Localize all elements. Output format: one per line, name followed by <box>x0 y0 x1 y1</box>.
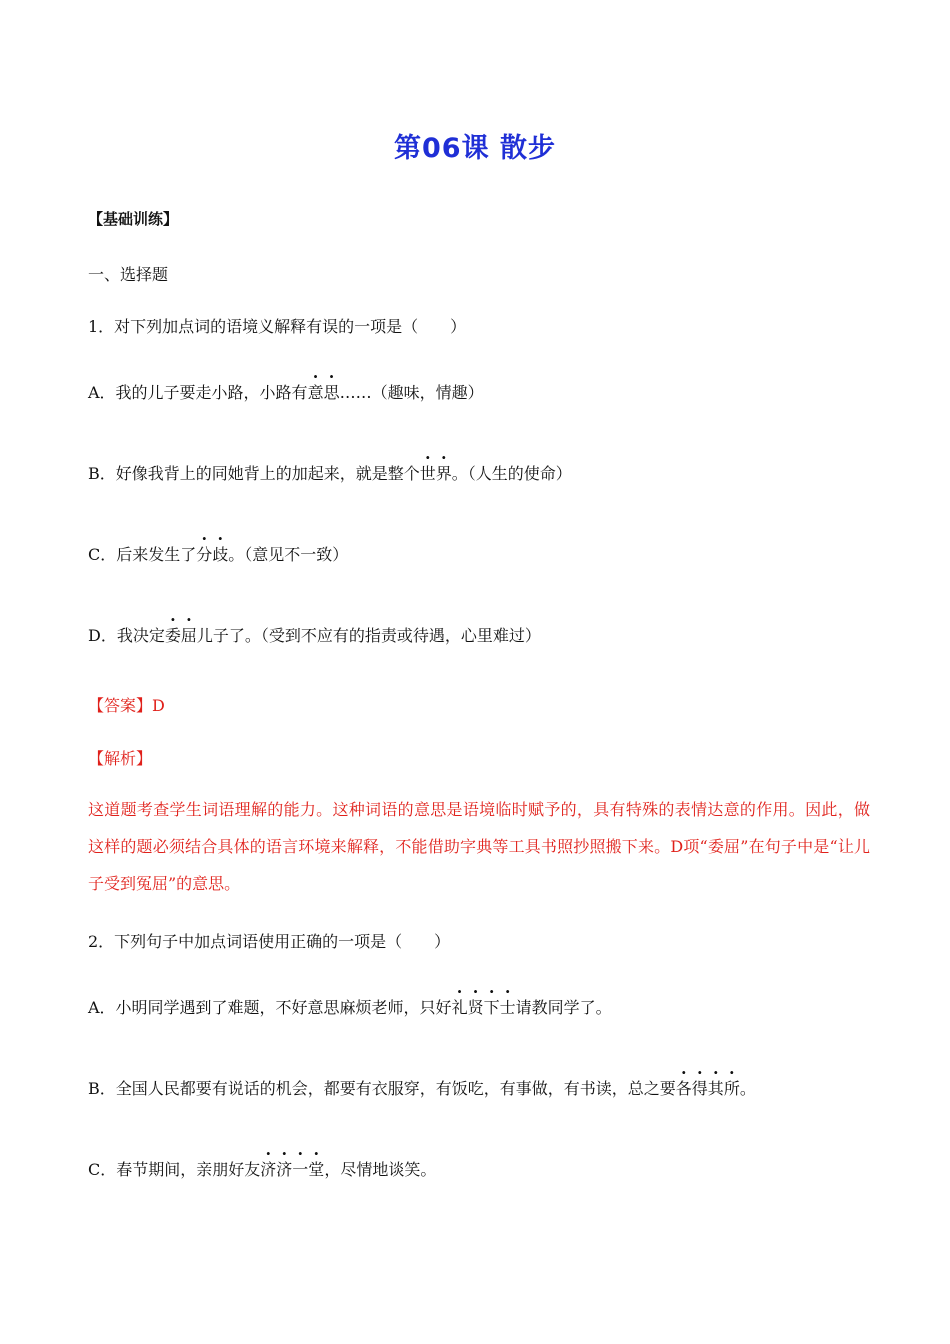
page-title: 第06课 散步 <box>394 133 556 164</box>
q1-a-dotted-word: 意思 <box>307 383 340 402</box>
answer-label: 【答案】 <box>88 696 153 715</box>
q1-d-text: D．我决定 <box>88 626 165 645</box>
q2-c-text: C．春节期间，亲朋好友 <box>88 1160 261 1179</box>
q1-option-b <box>88 461 572 484</box>
q1-c-note: 。（意见不一致） <box>228 545 349 564</box>
answer-value: D <box>152 696 165 715</box>
q1-option-a <box>88 380 484 403</box>
q1-d-dotted-word: 委屈 <box>164 626 197 645</box>
q1-a-text: A．我的儿子要走小路，小路有 <box>88 383 308 402</box>
q1-option-d <box>88 623 541 646</box>
q2-option-a <box>88 995 612 1018</box>
q1-d-note: 儿子了。（受到不应有的指责或待遇，心里难过） <box>196 626 541 645</box>
q1-c-text: C．后来发生了 <box>88 545 197 564</box>
q2-stem: 2．下列句子中加点词语使用正确的一项是（ ） <box>88 932 451 951</box>
q2-a-dotted-word: 礼贤下士 <box>451 998 516 1017</box>
section-heading: 【基础训练】 <box>88 210 179 228</box>
q2-b-text: B．全国人民都要有说话的机会，都要有衣服穿，有饭吃，有事做，有书读，总之要 <box>88 1079 676 1098</box>
q2-c-dotted-word: 济济一堂 <box>260 1160 325 1179</box>
part-heading: 一、选择题 <box>88 265 169 284</box>
q2-option-c <box>88 1157 436 1180</box>
q1-stem: 1．对下列加点词的语境义解释有误的一项是（ ） <box>88 317 467 336</box>
analysis-label: 【解析】 <box>88 749 153 768</box>
q2-c-note: ，尽情地谈笑。 <box>324 1160 437 1179</box>
q1-b-text: B．好像我背上的同她背上的加起来，就是整个 <box>88 464 420 483</box>
q2-option-b <box>88 1076 756 1099</box>
analysis-text: 这道题考查学生词语理解的能力。这种词语的意思是语境临时赋予的，具有特殊的表情达意的作用。因此，做这样的题必须结合具体的语言环境来解释，不能借助字典等工具书照抄照搬下来。D项“委屈”在句子中是“让儿子受到冤屈”的意思。 <box>88 800 870 893</box>
q2-b-dotted-word: 各得其所 <box>675 1079 740 1098</box>
q2-a-note: 请教同学了。 <box>515 998 612 1017</box>
q1-b-dotted-word: 世界 <box>419 464 452 483</box>
q2-b-note: 。 <box>739 1079 756 1098</box>
q1-c-dotted-word: 分歧 <box>196 545 229 564</box>
q1-option-c <box>88 542 348 565</box>
q1-answer <box>88 693 165 716</box>
q1-b-note: 。（人生的使命） <box>451 464 572 483</box>
q1-a-note: ……（趣味，情趣） <box>339 383 484 402</box>
q2-a-text: A．小明同学遇到了难题，不好意思麻烦老师，只好 <box>88 998 452 1017</box>
